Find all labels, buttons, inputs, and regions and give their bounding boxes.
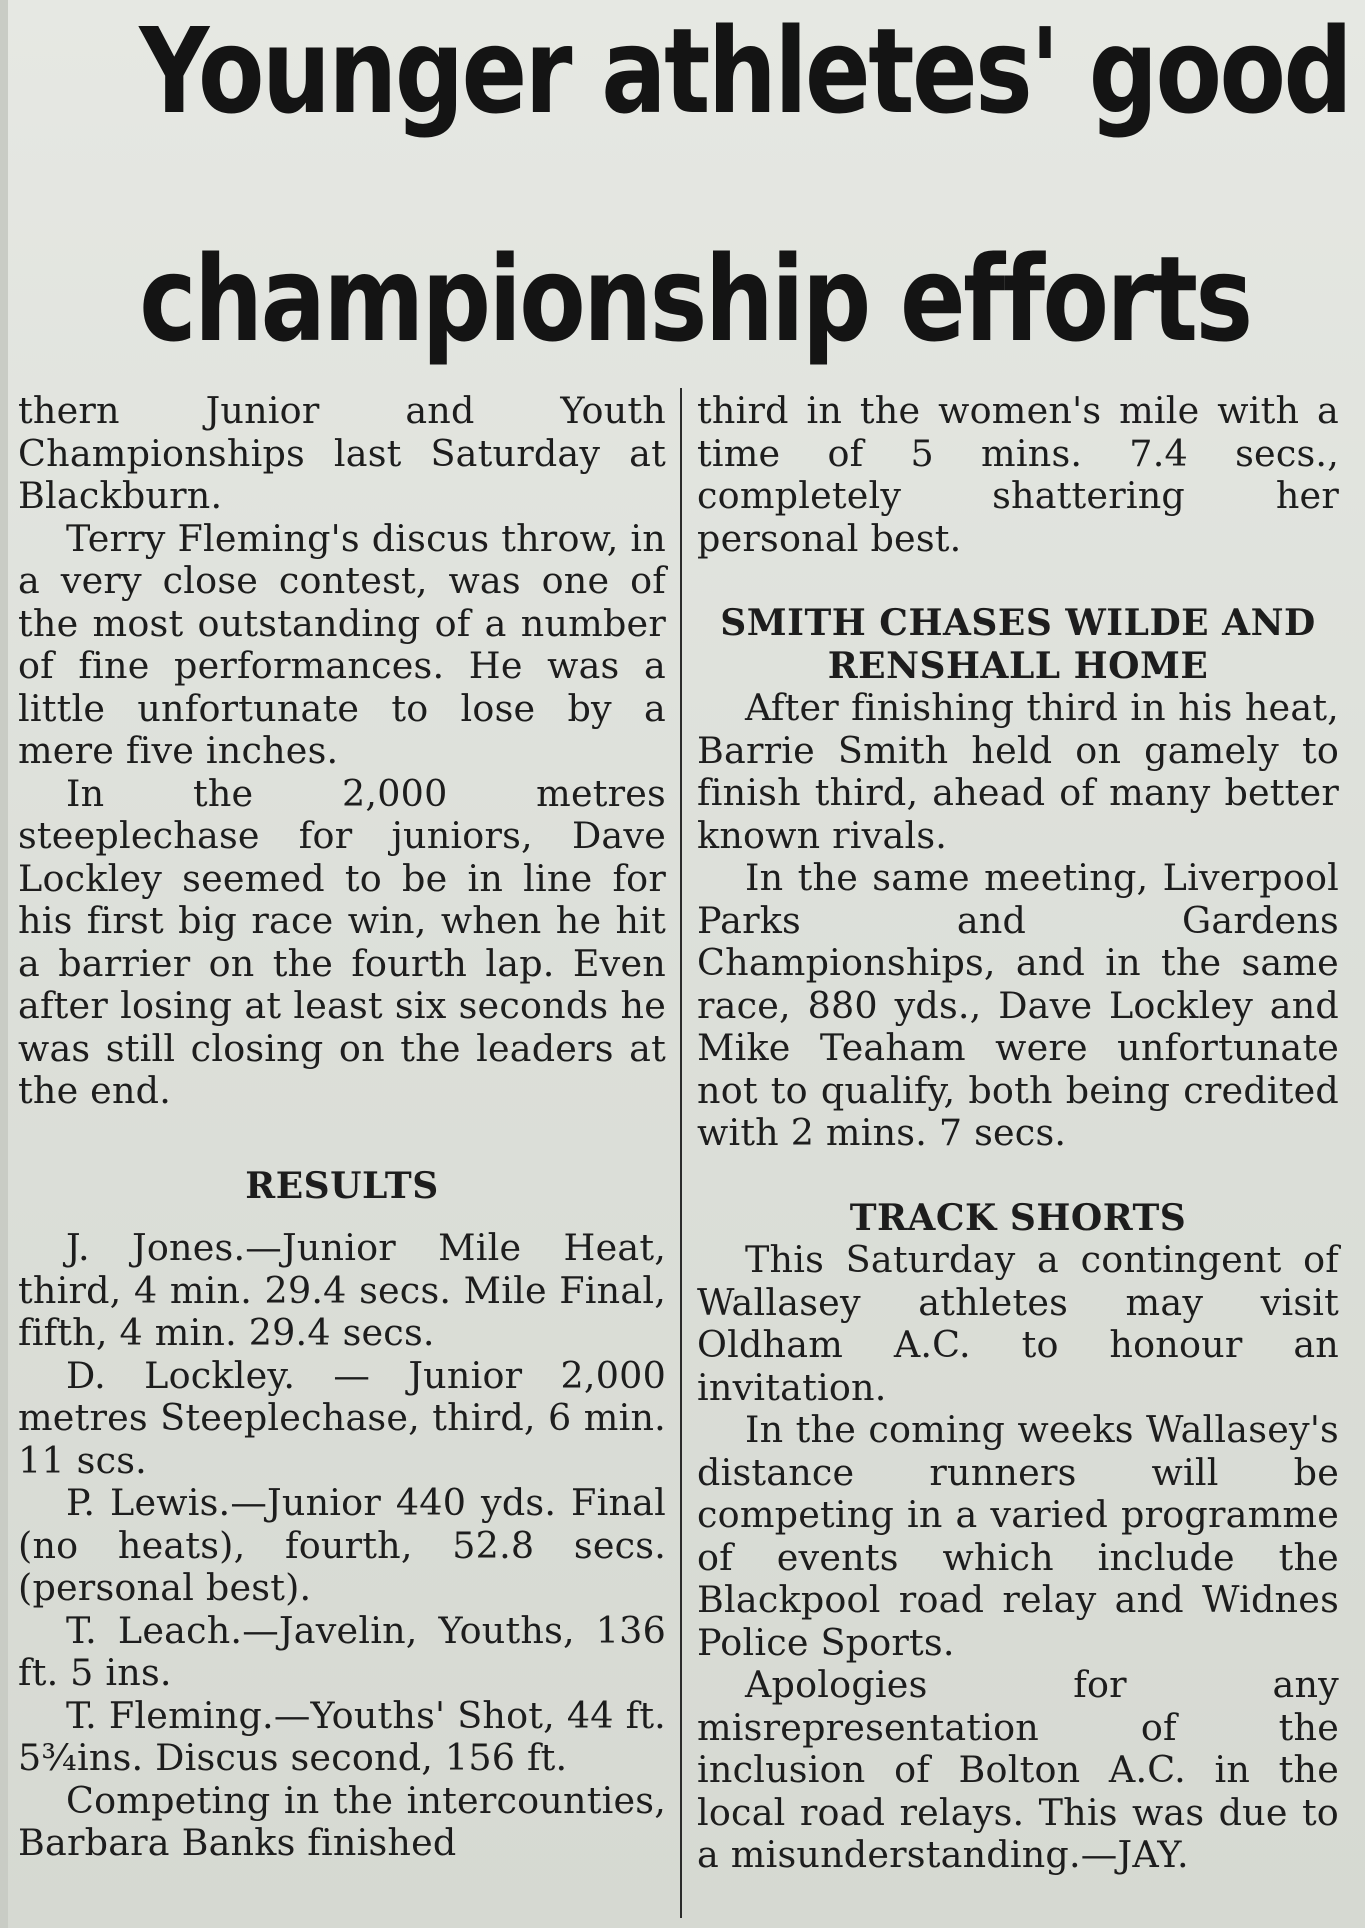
headline [20, 0, 1351, 390]
column-divider [680, 388, 682, 1918]
article-paragraph: This Saturday a contingent of Wallasey athletes may visit Oldham A.C. to honour an invitation. [697, 1238, 1339, 1409]
headline-line-2: championship efforts [139, 230, 1251, 368]
spacer [697, 560, 1339, 602]
article-paragraph: After finishing third in his heat, Barrie Smith held on gamely to finish third, ahead of many better known rivals. [697, 686, 1339, 857]
article-paragraph: In the same meeting, Liverpool Parks and Gardens Championships, and in the same race, 880 yds., Dave Lockley and Mike Teaham were unfortunate not to qualify, both being credited with 2 mins. 7 secs. [697, 856, 1339, 1154]
article-paragraph: third in the women's mile with a time of 5 mins. 7.4 secs., completely shattering her personal best. [697, 389, 1339, 560]
article-paragraph: Apologies for any misrepresentation of the inclusion of Bolton A.C. in the local road relays. This was due to a misunderstanding.—JAY. [697, 1663, 1339, 1876]
left-column [18, 390, 666, 1865]
page-edge [0, 0, 8, 1928]
result-entry: D. Lockley. — Junior 2,000 metres Steeplechase, third, 6 min. 11 scs. [18, 1353, 666, 1482]
section-heading-track-shorts: TRACK SHORTS [849, 1196, 1187, 1239]
right-column [697, 390, 1339, 1877]
article-paragraph: Terry Fleming's discus throw, in a very close contest, was one of the most outstanding of a number of fine performances. He was a little unfortunate to lose by a mere five inches. [18, 516, 666, 772]
result-entry: T. Fleming.—Youths' Shot, 44 ft. 5¾ins. Discus second, 156 ft. [18, 1693, 666, 1779]
result-entry: J. Jones.—Junior Mile Heat, third, 4 min. 29.4 secs. Mile Final, fifth, 4 min. 29.4 secs. [18, 1226, 666, 1354]
results-heading: RESULTS [245, 1164, 439, 1207]
article-paragraph: In the 2,000 metres steeplechase for juniors, Dave Lockley seemed to be in line for his first big race win, when he hit a barrier on the fourth lap. Even after losing at least six seconds he was still closing on the leaders at the end. [18, 771, 666, 1112]
section-heading-smith: SMITH CHASES WILDE AND RENSHALL HOME [720, 602, 1316, 687]
result-entry: T. Leach.—Javelin, Youths, 136 ft. 5 ins. [18, 1608, 666, 1694]
headline-line-1: Younger athletes' good [139, 2, 1351, 140]
result-entry: P. Lewis.—Junior 440 yds. Final (no heats), fourth, 52.8 secs. (personal best). [18, 1481, 666, 1609]
article-paragraph: thern Junior and Youth Championships last Saturday at Blackburn. [18, 389, 666, 517]
spacer [18, 1207, 666, 1227]
article-paragraph: Competing in the intercounties, Barbara Banks finished [18, 1778, 666, 1864]
article-paragraph: In the coming weeks Wallasey's distance runners will be competing in a varied programme of events which include the Blackpool road relay and Widnes Police Sports. [697, 1408, 1339, 1664]
spacer [18, 1113, 666, 1165]
spacer [697, 1155, 1339, 1197]
